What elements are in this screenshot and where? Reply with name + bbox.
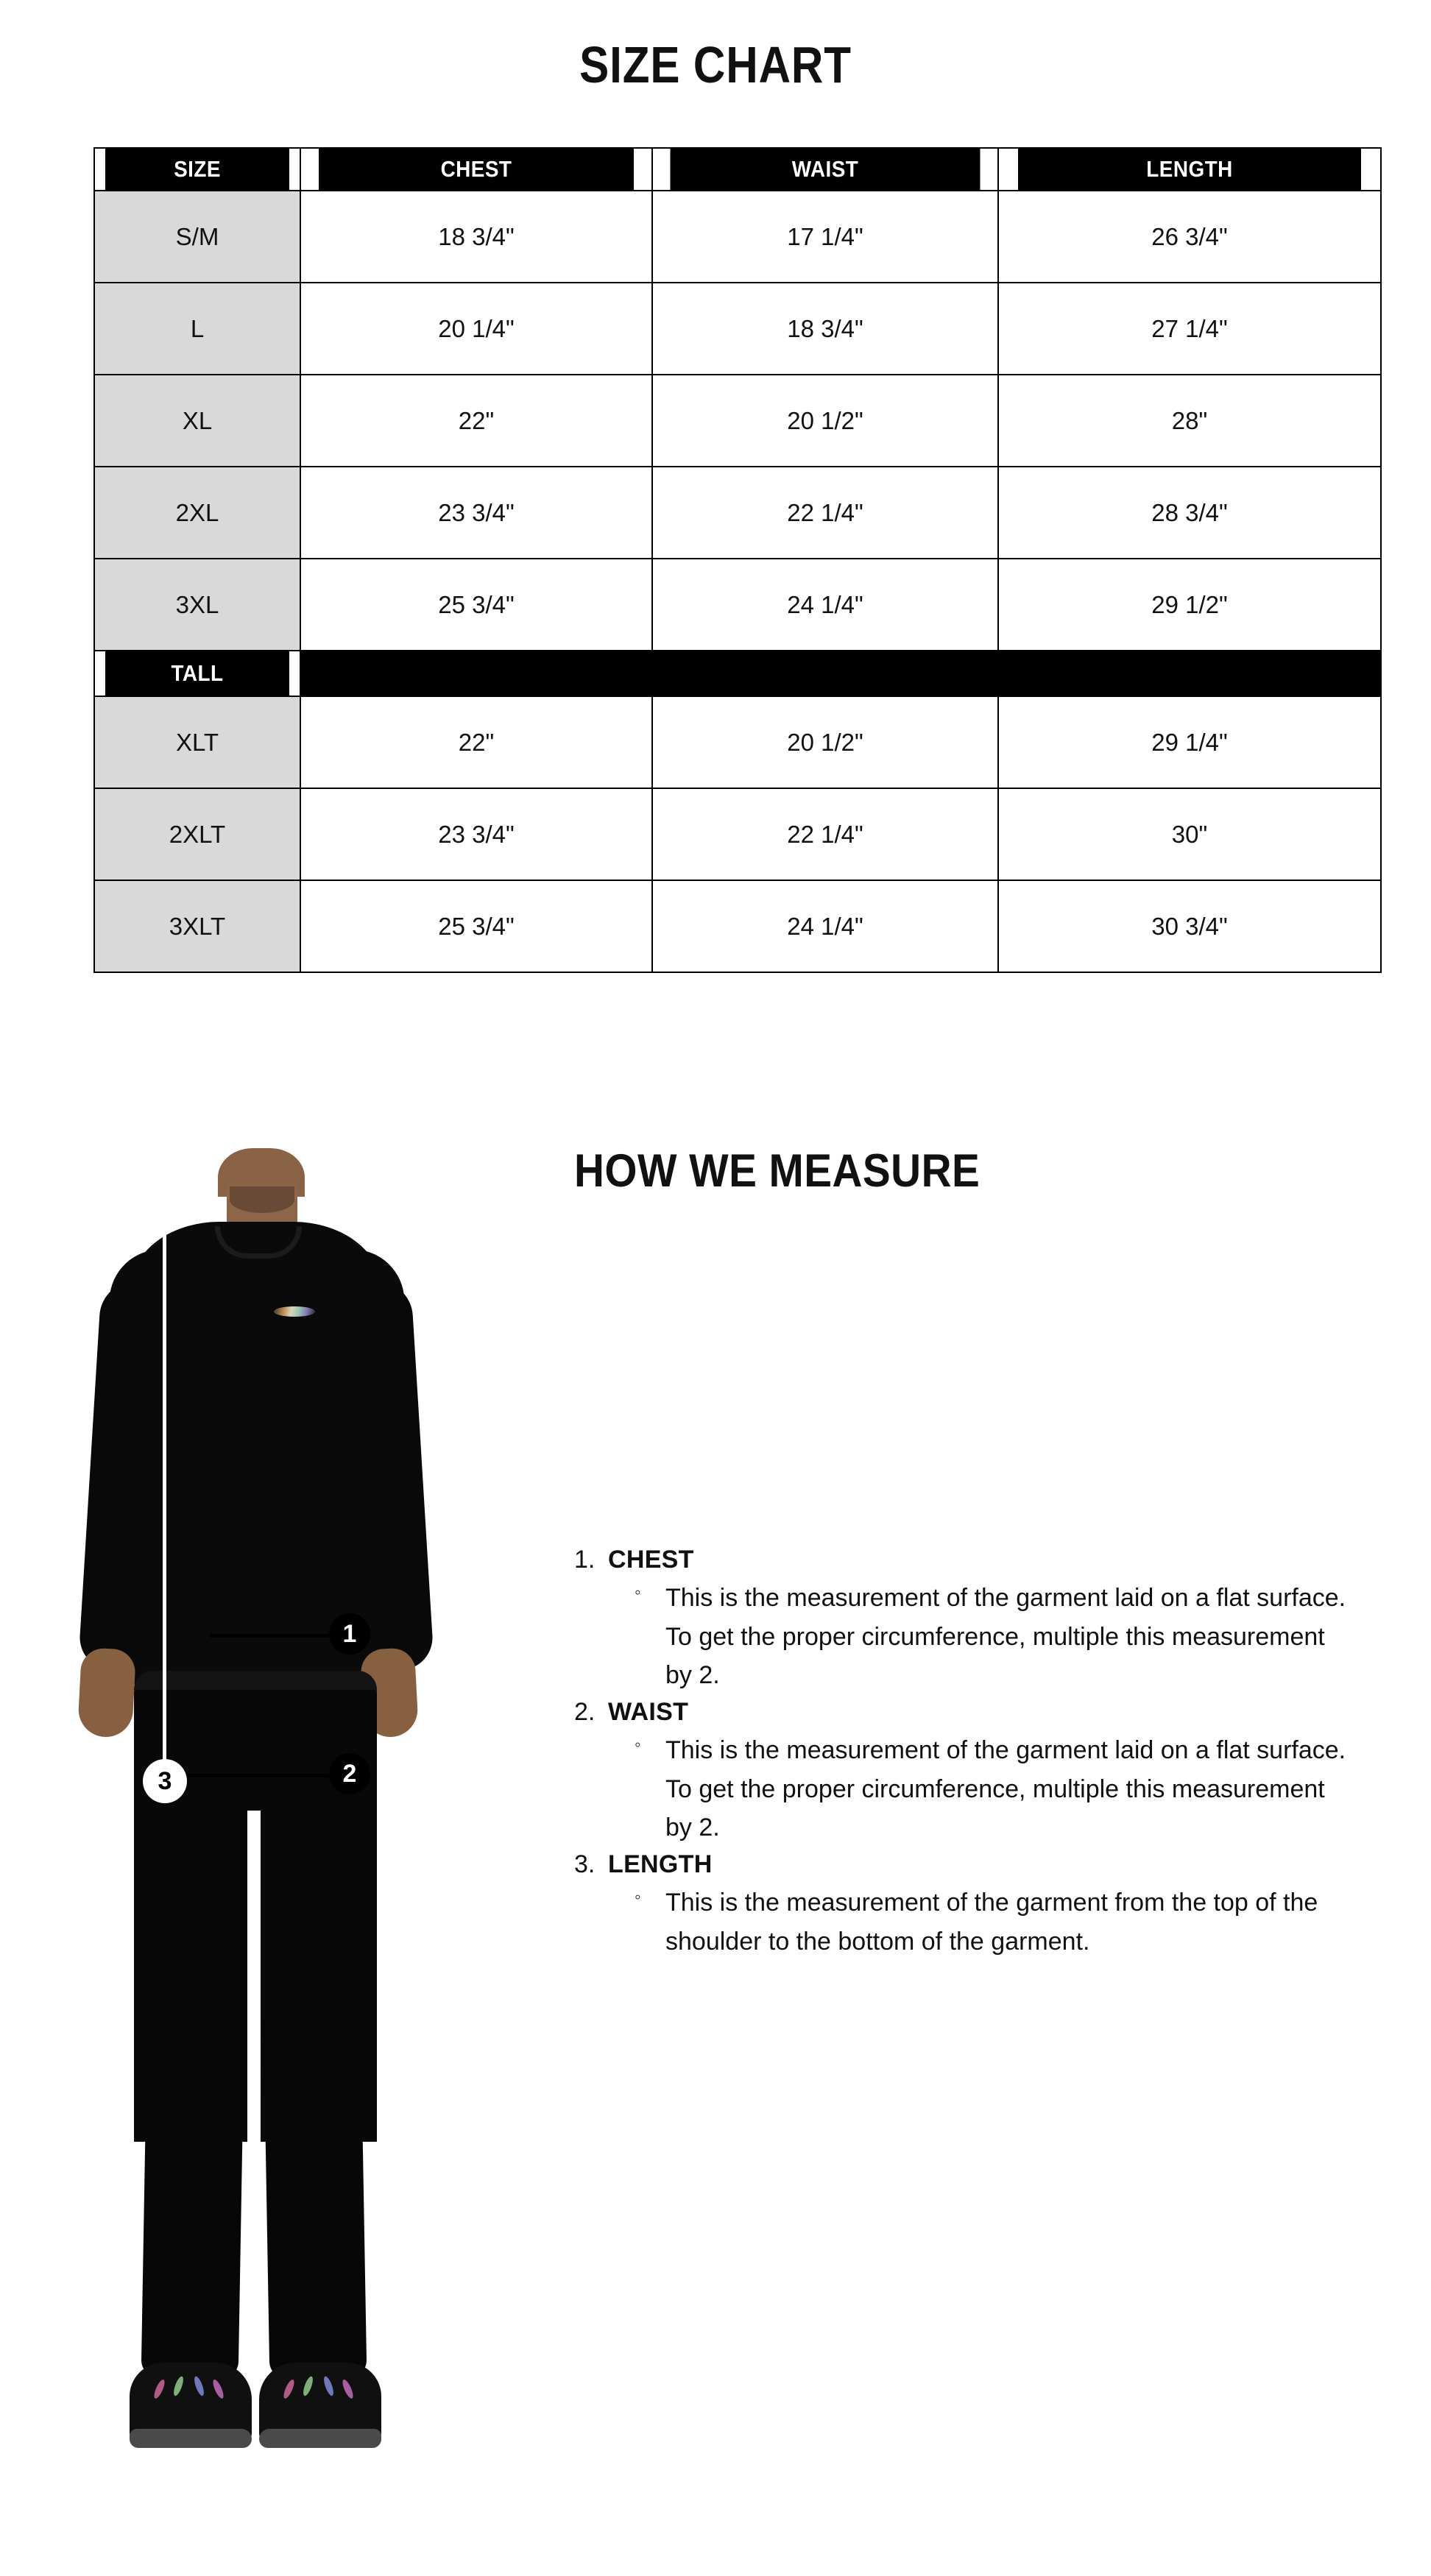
- definition-body: [574, 1731, 1369, 1847]
- pants-right-leg: [264, 2009, 367, 2378]
- definition-heading: [574, 1850, 1369, 1879]
- cell-length: 28 3/4": [998, 467, 1381, 559]
- definition-heading: [574, 1698, 1369, 1727]
- cell-size: 2XLT: [94, 788, 300, 880]
- table-row: [94, 559, 1381, 651]
- measurement-definitions-list: [574, 1546, 1369, 1964]
- column-header-chest: CHEST: [318, 148, 635, 191]
- pants-inseam-gap: [247, 1811, 261, 2142]
- tall-divider-spacer: [652, 651, 998, 696]
- table-row: [94, 696, 1381, 788]
- table-row: [94, 467, 1381, 559]
- left-shoe-sole: [130, 2429, 252, 2448]
- cell-chest: 20 1/4": [300, 283, 652, 375]
- cell-chest: 23 3/4": [300, 788, 652, 880]
- definition-name: CHEST: [608, 1546, 694, 1574]
- table-header-row: [94, 148, 1381, 191]
- column-header-length: LENGTH: [1017, 148, 1362, 191]
- cell-chest: 22": [300, 696, 652, 788]
- right-shoe-sole: [259, 2429, 381, 2448]
- length-measure-line: [163, 1229, 166, 1766]
- cell-length: 28": [998, 375, 1381, 467]
- cell-size: L: [94, 283, 300, 375]
- cell-chest: 23 3/4": [300, 467, 652, 559]
- tall-divider-spacer: [998, 651, 1381, 696]
- cell-waist: 20 1/2": [652, 696, 998, 788]
- definition-heading: [574, 1546, 1369, 1574]
- size-chart-table: [93, 147, 1382, 973]
- how-we-measure-title: HOW WE MEASURE: [574, 1145, 981, 1197]
- cell-chest: 25 3/4": [300, 880, 652, 972]
- model-product-photo: [0, 1016, 515, 2576]
- definition-item-chest: [574, 1546, 1369, 1695]
- definition-item-length: [574, 1850, 1369, 1961]
- cell-length: 27 1/4": [998, 283, 1381, 375]
- pants-waistband: [134, 1671, 377, 1690]
- cell-waist: 22 1/4": [652, 788, 998, 880]
- definition-name: WAIST: [608, 1698, 689, 1727]
- table-row: [94, 788, 1381, 880]
- table-row: [94, 283, 1381, 375]
- definition-text: This is the measurement of the garment laid on a flat surface. To get the proper circumference, multiple this measurement by 2.: [665, 1736, 1346, 1842]
- callout-marker-1: 1: [329, 1613, 370, 1655]
- how-we-measure-section: [0, 1016, 1431, 2576]
- column-header-size: SIZE: [105, 148, 290, 191]
- cell-waist: 24 1/4": [652, 880, 998, 972]
- cell-size: XLT: [94, 696, 300, 788]
- cell-length: 30 3/4": [998, 880, 1381, 972]
- page-title: SIZE CHART: [579, 36, 852, 93]
- tall-divider-spacer: [300, 651, 652, 696]
- definition-number: 1.: [574, 1546, 596, 1574]
- cell-waist: 18 3/4": [652, 283, 998, 375]
- cell-length: 26 3/4": [998, 191, 1381, 283]
- callout-1-leader-line: [210, 1634, 339, 1638]
- callout-marker-3: 3: [143, 1759, 187, 1803]
- bullet-icon: ◦: [635, 1735, 641, 1755]
- definition-number: 2.: [574, 1698, 596, 1727]
- callout-marker-2: 2: [329, 1753, 370, 1794]
- cell-waist: 17 1/4": [652, 191, 998, 283]
- bullet-icon: ◦: [635, 1887, 641, 1908]
- bullet-icon: ◦: [635, 1582, 641, 1602]
- model-left-hand: [77, 1647, 136, 1738]
- tall-section-divider-row: [94, 651, 1381, 696]
- cell-length: 29 1/2": [998, 559, 1381, 651]
- definition-text: This is the measurement of the garment from the top of the shoulder to the bottom of the garment.: [665, 1889, 1318, 1956]
- definition-body: [574, 1883, 1369, 1961]
- cell-chest: 18 3/4": [300, 191, 652, 283]
- definition-number: 3.: [574, 1850, 596, 1879]
- cell-size: 2XL: [94, 467, 300, 559]
- cell-size: XL: [94, 375, 300, 467]
- cell-waist: 20 1/2": [652, 375, 998, 467]
- model-neck-shadow: [230, 1186, 294, 1213]
- chest-logo-icon: [274, 1306, 315, 1317]
- definition-body: [574, 1579, 1369, 1695]
- table-row: [94, 880, 1381, 972]
- cell-waist: 22 1/4": [652, 467, 998, 559]
- definition-name: LENGTH: [608, 1850, 713, 1879]
- cell-length: 29 1/4": [998, 696, 1381, 788]
- cell-size: 3XLT: [94, 880, 300, 972]
- table-row: [94, 375, 1381, 467]
- definition-item-waist: [574, 1698, 1369, 1847]
- cell-size: S/M: [94, 191, 300, 283]
- column-header-waist: WAIST: [670, 148, 981, 191]
- tall-section-label: TALL: [105, 651, 290, 696]
- definition-text: This is the measurement of the garment laid on a flat surface. To get the proper circumference, multiple this measurement by 2.: [665, 1584, 1346, 1690]
- pants-left-leg: [141, 2009, 245, 2378]
- cell-chest: 22": [300, 375, 652, 467]
- cell-waist: 24 1/4": [652, 559, 998, 651]
- table-row: [94, 191, 1381, 283]
- cell-length: 30": [998, 788, 1381, 880]
- size-chart-table-container: [93, 147, 1380, 973]
- cell-size: 3XL: [94, 559, 300, 651]
- cell-chest: 25 3/4": [300, 559, 652, 651]
